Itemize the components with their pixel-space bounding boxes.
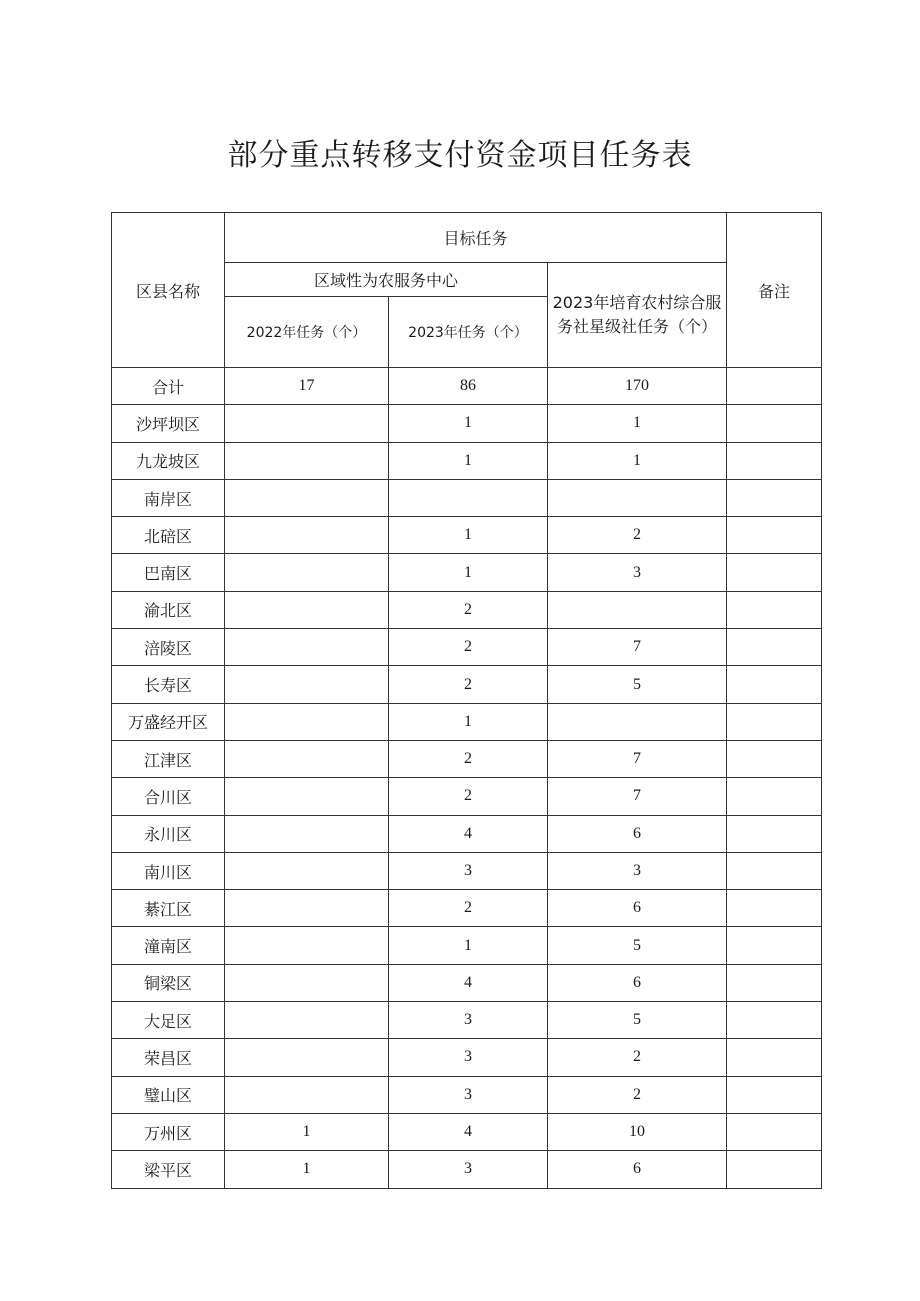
table-row <box>112 890 822 927</box>
cell-coop-task: 6 <box>548 815 727 852</box>
cell-2023-task <box>389 479 548 516</box>
cell-district: 九龙坡区 <box>112 442 225 479</box>
cell-remark <box>727 554 822 591</box>
cell-coop-task: 2 <box>548 517 727 554</box>
cell-remark <box>727 927 822 964</box>
cell-2022-task <box>225 405 389 442</box>
cell-2022-task <box>225 703 389 740</box>
cell-remark <box>727 517 822 554</box>
cell-district: 潼南区 <box>112 927 225 964</box>
cell-2023-task: 2 <box>389 778 548 815</box>
cell-coop-task: 170 <box>548 368 727 405</box>
table-row <box>112 554 822 591</box>
table-row <box>112 1113 822 1150</box>
cell-remark <box>727 890 822 927</box>
cell-remark <box>727 629 822 666</box>
cell-2022-task <box>225 629 389 666</box>
header-2022: 2022年任务（个） <box>225 297 389 368</box>
cell-remark <box>727 1113 822 1150</box>
cell-coop-task: 7 <box>548 740 727 777</box>
cell-district: 荣昌区 <box>112 1039 225 1076</box>
cell-2023-task: 2 <box>389 666 548 703</box>
cell-district: 大足区 <box>112 1002 225 1039</box>
cell-district: 渝北区 <box>112 591 225 628</box>
cell-remark <box>727 740 822 777</box>
cell-2022-task <box>225 666 389 703</box>
table-row <box>112 927 822 964</box>
cell-2023-task: 4 <box>389 964 548 1001</box>
cell-coop-task: 2 <box>548 1076 727 1113</box>
cell-coop-task: 2 <box>548 1039 727 1076</box>
table-row <box>112 740 822 777</box>
cell-remark <box>727 1002 822 1039</box>
cell-2023-task: 1 <box>389 703 548 740</box>
total-row <box>112 368 822 405</box>
cell-2023-task: 4 <box>389 1113 548 1150</box>
table-row <box>112 405 822 442</box>
table-body <box>112 368 822 1189</box>
page-title: 部分重点转移支付资金项目任务表 <box>227 138 693 173</box>
cell-2022-task <box>225 1076 389 1113</box>
cell-coop-task: 1 <box>548 405 727 442</box>
cell-2022-task <box>225 778 389 815</box>
cell-remark <box>727 479 822 516</box>
cell-2023-task: 2 <box>389 629 548 666</box>
cell-2023-task: 2 <box>389 591 548 628</box>
cell-remark <box>727 703 822 740</box>
cell-remark <box>727 1039 822 1076</box>
cell-2023-task: 1 <box>389 927 548 964</box>
cell-2022-task <box>225 852 389 889</box>
cell-remark <box>727 1076 822 1113</box>
cell-2022-task: 17 <box>225 368 389 405</box>
cell-remark <box>727 442 822 479</box>
cell-district: 万盛经开区 <box>112 703 225 740</box>
cell-coop-task: 6 <box>548 1151 727 1188</box>
cell-2022-task <box>225 890 389 927</box>
header-district: 区县名称 <box>112 213 225 368</box>
table-row <box>112 703 822 740</box>
cell-2023-task: 86 <box>389 368 548 405</box>
table-row <box>112 1002 822 1039</box>
cell-coop-task <box>548 591 727 628</box>
cell-remark <box>727 368 822 405</box>
cell-remark <box>727 852 822 889</box>
header-center: 区域性为农服务中心 <box>225 263 548 297</box>
cell-coop-task <box>548 703 727 740</box>
cell-2023-task: 3 <box>389 852 548 889</box>
table-row <box>112 778 822 815</box>
cell-coop-task: 5 <box>548 927 727 964</box>
cell-district: 合川区 <box>112 778 225 815</box>
cell-remark <box>727 405 822 442</box>
cell-coop-task: 5 <box>548 1002 727 1039</box>
cell-2023-task: 1 <box>389 554 548 591</box>
cell-district: 北碚区 <box>112 517 225 554</box>
cell-coop-task: 6 <box>548 890 727 927</box>
table-row <box>112 442 822 479</box>
cell-district: 巴南区 <box>112 554 225 591</box>
cell-2023-task: 2 <box>389 740 548 777</box>
cell-2022-task <box>225 442 389 479</box>
cell-2023-task: 3 <box>389 1076 548 1113</box>
cell-district: 南川区 <box>112 852 225 889</box>
cell-district: 万州区 <box>112 1113 225 1150</box>
header-2023: 2023年任务（个） <box>389 297 548 368</box>
cell-2022-task <box>225 815 389 852</box>
cell-remark <box>727 964 822 1001</box>
cell-2023-task: 1 <box>389 405 548 442</box>
table-row <box>112 1151 822 1188</box>
cell-2022-task <box>225 1039 389 1076</box>
cell-district: 永川区 <box>112 815 225 852</box>
cell-remark <box>727 666 822 703</box>
cell-coop-task: 3 <box>548 554 727 591</box>
cell-2023-task: 1 <box>389 517 548 554</box>
cell-2023-task: 2 <box>389 890 548 927</box>
cell-district: 梁平区 <box>112 1151 225 1188</box>
header-target: 目标任务 <box>225 213 727 263</box>
cell-2022-task <box>225 1002 389 1039</box>
cell-2023-task: 3 <box>389 1002 548 1039</box>
table-header <box>112 213 822 368</box>
cell-district: 江津区 <box>112 740 225 777</box>
cell-2022-task <box>225 517 389 554</box>
cell-remark <box>727 1151 822 1188</box>
cell-remark <box>727 591 822 628</box>
cell-2022-task <box>225 927 389 964</box>
cell-2022-task <box>225 591 389 628</box>
cell-district: 长寿区 <box>112 666 225 703</box>
cell-2023-task: 1 <box>389 442 548 479</box>
cell-2022-task <box>225 964 389 1001</box>
cell-remark <box>727 778 822 815</box>
cell-remark <box>727 815 822 852</box>
table-row <box>112 666 822 703</box>
task-table <box>111 212 822 1189</box>
cell-coop-task: 6 <box>548 964 727 1001</box>
cell-2022-task <box>225 554 389 591</box>
table-row <box>112 852 822 889</box>
table-row <box>112 815 822 852</box>
cell-coop-task: 7 <box>548 778 727 815</box>
cell-coop-task <box>548 479 727 516</box>
table-row <box>112 1076 822 1113</box>
cell-coop-task: 1 <box>548 442 727 479</box>
table-row <box>112 629 822 666</box>
table-row <box>112 1039 822 1076</box>
table-row <box>112 964 822 1001</box>
cell-coop-task: 5 <box>548 666 727 703</box>
table-row <box>112 591 822 628</box>
cell-district: 南岸区 <box>112 479 225 516</box>
table-row <box>112 517 822 554</box>
cell-2022-task: 1 <box>225 1151 389 1188</box>
cell-2023-task: 3 <box>389 1151 548 1188</box>
cell-district: 铜梁区 <box>112 964 225 1001</box>
cell-2022-task <box>225 740 389 777</box>
header-remark: 备注 <box>727 213 822 368</box>
cell-district: 沙坪坝区 <box>112 405 225 442</box>
cell-coop-task: 7 <box>548 629 727 666</box>
cell-2022-task <box>225 479 389 516</box>
cell-coop-task: 3 <box>548 852 727 889</box>
cell-district: 涪陵区 <box>112 629 225 666</box>
cell-district: 璧山区 <box>112 1076 225 1113</box>
header-coop: 2023年培育农村综合服务社星级社任务（个） <box>548 263 727 368</box>
cell-2023-task: 3 <box>389 1039 548 1076</box>
cell-coop-task: 10 <box>548 1113 727 1150</box>
cell-district: 綦江区 <box>112 890 225 927</box>
cell-2023-task: 4 <box>389 815 548 852</box>
cell-district: 合计 <box>112 368 225 405</box>
table-row <box>112 479 822 516</box>
cell-2022-task: 1 <box>225 1113 389 1150</box>
